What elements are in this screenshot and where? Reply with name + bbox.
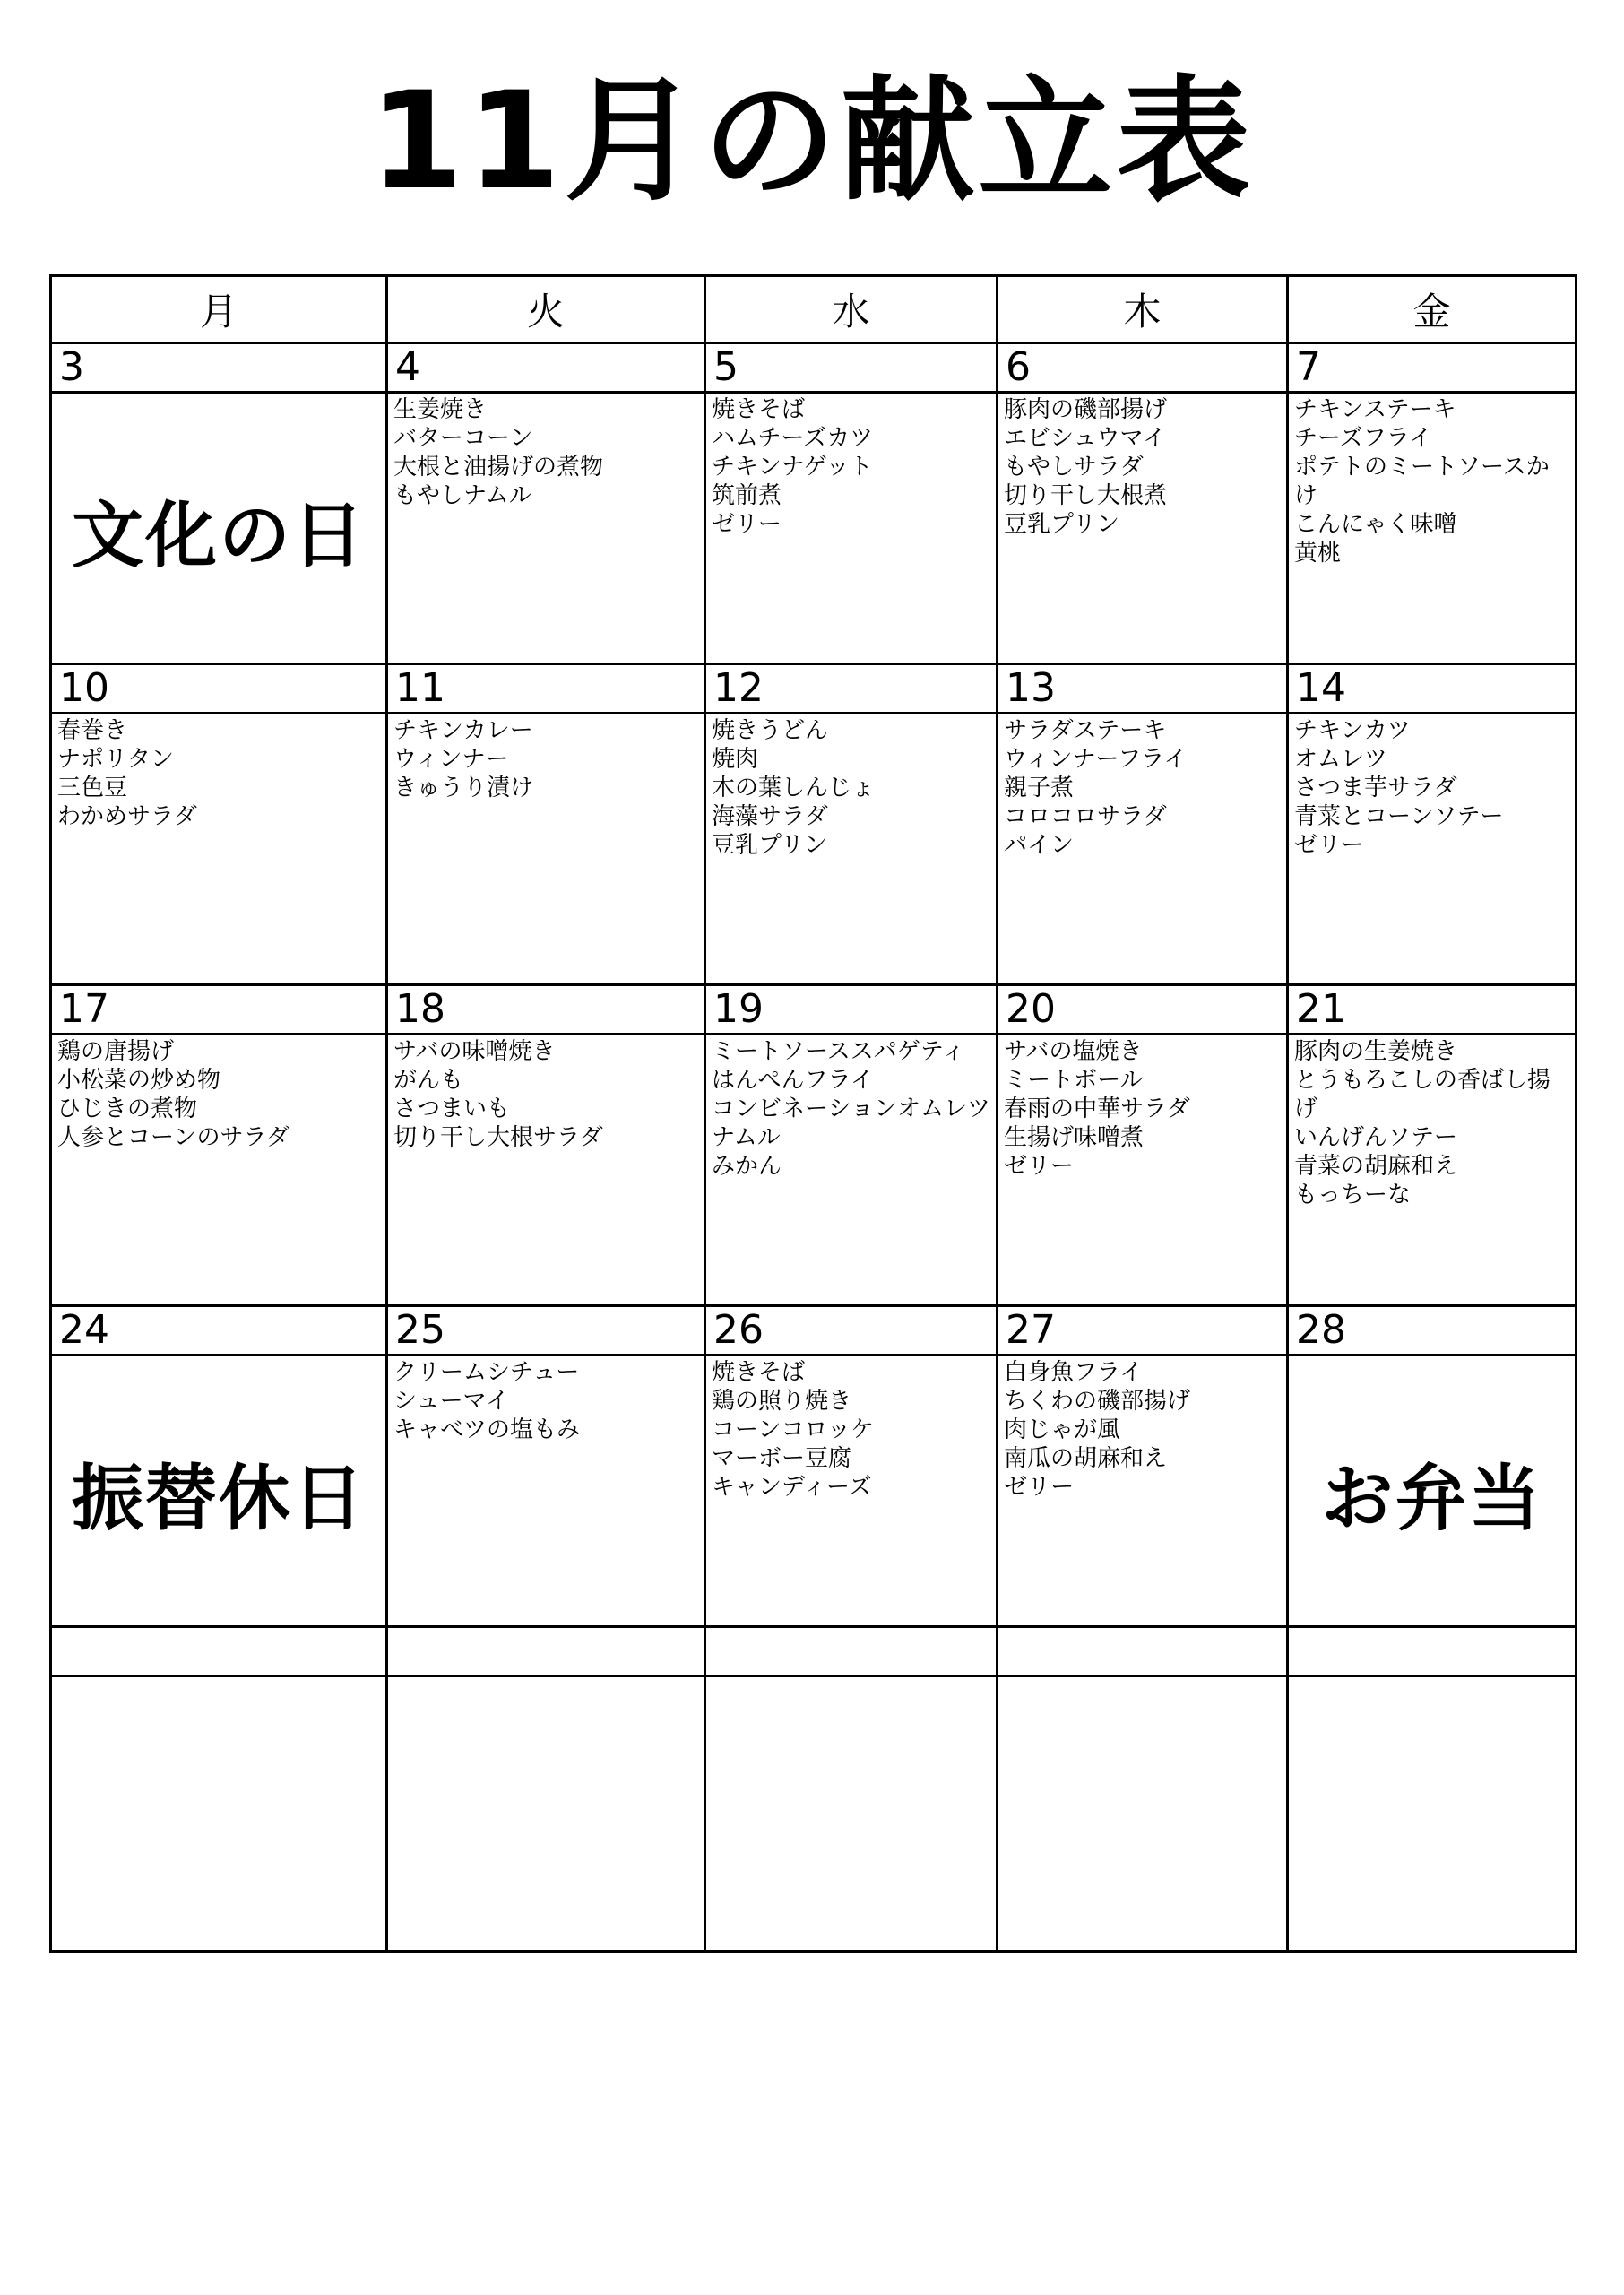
menu-item: ミートソーススパゲティ xyxy=(712,1038,965,1065)
empty-menu-row xyxy=(51,1676,1576,1952)
menu-item: シューマイ xyxy=(393,1388,509,1415)
menu-item: とうもろこしの香ばし揚げ xyxy=(1294,1067,1551,1122)
empty-cell xyxy=(387,1627,705,1676)
holiday-label: お弁当 xyxy=(1321,1456,1542,1540)
menu-item: チキンステーキ xyxy=(1294,396,1456,423)
menu-item: 三色豆 xyxy=(57,775,128,801)
menu-item: 小松菜の炒め物 xyxy=(57,1067,221,1094)
date-number: 4 xyxy=(387,343,705,393)
menu-item: 木の葉しんじょ xyxy=(712,775,876,801)
empty-cell xyxy=(998,1676,1288,1952)
menu-item: ハムチーズカツ xyxy=(712,425,874,452)
menu-item: 青菜の胡麻和え xyxy=(1294,1153,1458,1180)
menu-item: チキンカレー xyxy=(393,717,533,744)
menu-item: 鶏の唐揚げ xyxy=(57,1038,175,1065)
day-cell xyxy=(998,1035,1288,1306)
menu-item: 親子煮 xyxy=(1004,775,1075,801)
menu-item: マーボー豆腐 xyxy=(712,1445,852,1472)
menu-item: 焼肉 xyxy=(712,746,759,773)
day-cell xyxy=(998,1355,1288,1627)
holiday-label: 振替休日 xyxy=(72,1456,366,1540)
empty-cell xyxy=(51,1676,387,1952)
menu-item: チキンナゲット xyxy=(712,454,873,481)
date-row xyxy=(51,985,1576,1035)
menu-item: さつまいも xyxy=(393,1096,511,1122)
date-number: 18 xyxy=(387,985,705,1035)
menu-item: ゼリー xyxy=(712,511,782,538)
date-row xyxy=(51,1306,1576,1355)
menu-item: 切り干し大根サラダ xyxy=(393,1124,603,1151)
menu-row xyxy=(51,714,1576,985)
menu-item: エビシュウマイ xyxy=(1004,425,1166,452)
menu-item: みかん xyxy=(712,1153,782,1180)
menu-row xyxy=(51,393,1576,664)
menu-item: 生揚げ味噌煮 xyxy=(1004,1124,1145,1151)
menu-item: 南瓜の胡麻和え xyxy=(1004,1445,1168,1472)
menu-item: 春巻き xyxy=(57,717,128,744)
empty-cell xyxy=(705,1676,998,1952)
menu-item: コンビネーションオムレツ xyxy=(712,1096,990,1122)
menu-item: チキンカツ xyxy=(1294,717,1411,744)
day-cell xyxy=(51,1355,387,1627)
menu-item: サラダステーキ xyxy=(1004,717,1167,744)
date-number: 14 xyxy=(1288,664,1576,714)
menu-item: 大根と油揚げの煮物 xyxy=(393,454,604,481)
date-number: 28 xyxy=(1288,1306,1576,1355)
menu-item: 切り干し大根煮 xyxy=(1004,482,1168,509)
day-cell xyxy=(705,393,998,664)
date-number: 10 xyxy=(51,664,387,714)
menu-item: パイン xyxy=(1004,832,1075,859)
menu-item: ミートボール xyxy=(1004,1067,1144,1094)
day-cell xyxy=(998,393,1288,664)
menu-item: 人参とコーンのサラダ xyxy=(57,1124,290,1151)
empty-cell xyxy=(1288,1676,1576,1952)
menu-item: 豆乳プリン xyxy=(1004,511,1119,538)
menu-item: ウィンナー xyxy=(393,746,509,773)
menu-item: 筑前煮 xyxy=(712,482,782,509)
day-cell xyxy=(387,1035,705,1306)
weekday-header: 木 xyxy=(998,276,1288,343)
date-row xyxy=(51,664,1576,714)
menu-item: もっちーな xyxy=(1294,1182,1412,1208)
date-number: 17 xyxy=(51,985,387,1035)
day-cell xyxy=(1288,393,1576,664)
menu-item: 豆乳プリン xyxy=(712,832,827,859)
empty-cell xyxy=(705,1627,998,1676)
day-cell xyxy=(51,714,387,985)
date-number: 26 xyxy=(705,1306,998,1355)
day-cell xyxy=(387,393,705,664)
empty-date-row xyxy=(51,1627,1576,1676)
date-number: 12 xyxy=(705,664,998,714)
menu-item: コロコロサラダ xyxy=(1004,803,1167,830)
weekday-header: 金 xyxy=(1288,276,1576,343)
menu-item: サバの味噌焼き xyxy=(393,1038,556,1065)
menu-item: 海藻サラダ xyxy=(712,803,828,830)
menu-calendar xyxy=(49,274,1577,1953)
weekday-header-row xyxy=(51,276,1576,343)
menu-item: ゼリー xyxy=(1004,1153,1075,1180)
date-number: 21 xyxy=(1288,985,1576,1035)
day-cell xyxy=(1288,1355,1576,1627)
day-cell xyxy=(1288,714,1576,985)
day-cell xyxy=(1288,1035,1576,1306)
day-cell xyxy=(51,393,387,664)
day-cell xyxy=(705,714,998,985)
date-number: 24 xyxy=(51,1306,387,1355)
day-cell xyxy=(51,1035,387,1306)
day-cell xyxy=(387,714,705,985)
menu-item: キャンディーズ xyxy=(712,1474,872,1501)
page-title: 11月の献立表 xyxy=(369,64,1255,220)
menu-item: 肉じゃが風 xyxy=(1004,1416,1121,1443)
empty-cell xyxy=(387,1676,705,1952)
menu-item: サバの塩焼き xyxy=(1004,1038,1143,1065)
menu-item: クリームシチュー xyxy=(393,1359,580,1386)
menu-item: キャベツの塩もみ xyxy=(393,1416,581,1443)
menu-item: わかめサラダ xyxy=(57,803,197,830)
menu-item: 白身魚フライ xyxy=(1004,1359,1144,1386)
menu-item: 豚肉の生姜焼き xyxy=(1294,1038,1458,1065)
weekday-header: 水 xyxy=(705,276,998,343)
holiday-label: 文化の日 xyxy=(72,493,366,577)
menu-item: ひじきの煮物 xyxy=(57,1096,198,1122)
date-number: 3 xyxy=(51,343,387,393)
day-cell xyxy=(705,1035,998,1306)
empty-cell xyxy=(1288,1627,1576,1676)
date-number: 19 xyxy=(705,985,998,1035)
weekday-header: 月 xyxy=(51,276,387,343)
menu-item: ゼリー xyxy=(1004,1474,1075,1501)
menu-item: こんにゃく味噌 xyxy=(1294,511,1457,538)
menu-item: 鶏の照り焼き xyxy=(712,1388,852,1415)
menu-item: もやしサラダ xyxy=(1004,454,1144,481)
day-cell xyxy=(705,1355,998,1627)
menu-item: 黄桃 xyxy=(1294,540,1342,567)
date-number: 25 xyxy=(387,1306,705,1355)
date-row xyxy=(51,343,1576,393)
menu-item: さつま芋サラダ xyxy=(1294,775,1457,801)
date-number: 7 xyxy=(1288,343,1576,393)
menu-item: ナムル xyxy=(712,1124,781,1151)
date-number: 6 xyxy=(998,343,1288,393)
empty-cell xyxy=(51,1627,387,1676)
day-cell xyxy=(998,714,1288,985)
weekday-header: 火 xyxy=(387,276,705,343)
menu-item: ウィンナーフライ xyxy=(1004,746,1188,773)
menu-item: 焼きそば xyxy=(712,1359,806,1386)
menu-item: オムレツ xyxy=(1294,746,1388,773)
menu-item: 焼きそば xyxy=(712,396,806,423)
menu-item: ナポリタン xyxy=(57,746,175,773)
menu-item: 生姜焼き xyxy=(393,396,488,423)
menu-item: コーンコロッケ xyxy=(712,1416,874,1443)
date-number: 20 xyxy=(998,985,1288,1035)
menu-item: はんぺんフライ xyxy=(712,1067,874,1094)
menu-item: 焼きうどん xyxy=(712,717,829,744)
day-cell xyxy=(387,1355,705,1627)
menu-item: ゼリー xyxy=(1294,832,1365,859)
menu-item: 青菜とコーンソテー xyxy=(1294,803,1504,830)
menu-item: ちくわの磯部揚げ xyxy=(1004,1388,1191,1415)
date-number: 13 xyxy=(998,664,1288,714)
date-number: 27 xyxy=(998,1306,1288,1355)
empty-cell xyxy=(998,1627,1288,1676)
menu-item: 春雨の中華サラダ xyxy=(1004,1096,1190,1122)
menu-row xyxy=(51,1035,1576,1306)
menu-item: もやしナムル xyxy=(393,482,532,509)
date-number: 5 xyxy=(705,343,998,393)
menu-item: ポテトのミートソースかけ xyxy=(1294,454,1550,509)
menu-item: がんも xyxy=(393,1067,464,1094)
menu-item: バターコーン xyxy=(393,425,533,452)
menu-item: いんげんソテー xyxy=(1294,1124,1458,1151)
menu-item: きゅうり漬け xyxy=(393,775,534,801)
menu-item: チーズフライ xyxy=(1294,425,1432,452)
menu-item: 豚肉の磯部揚げ xyxy=(1004,396,1168,423)
date-number: 11 xyxy=(387,664,705,714)
menu-row xyxy=(51,1355,1576,1627)
